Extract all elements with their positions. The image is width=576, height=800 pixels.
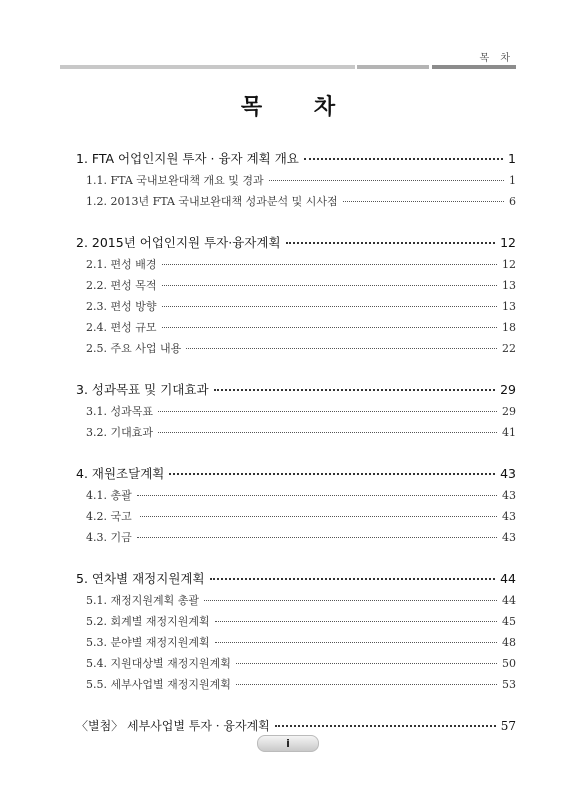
running-header: 목 차 <box>479 53 514 64</box>
toc-entry-label: 3. 성과목표 및 기대효과 <box>76 382 209 397</box>
toc-entry-page: 13 <box>502 279 516 292</box>
toc-entry-label: 1.2. 2013년 FTA 국내보완대책 성과분석 및 시사점 <box>86 195 338 208</box>
page-title: 목 차 <box>240 95 358 120</box>
dot-leader <box>286 242 496 244</box>
dot-leader <box>137 537 497 538</box>
toc-entry-label: 3.1. 성과목표 <box>86 405 153 418</box>
toc-subsection-entry[interactable] <box>76 317 516 338</box>
dot-leader <box>169 473 495 475</box>
toc-appendix-entry[interactable] <box>76 715 516 737</box>
toc-entry-label: 2.4. 편성 규모 <box>86 321 157 334</box>
toc-entry-page: 1 <box>508 151 516 166</box>
toc-entry-page: 43 <box>502 489 516 502</box>
toc-entry-label: 2.1. 편성 배경 <box>86 258 157 271</box>
toc-subsection-entry[interactable] <box>76 653 516 674</box>
toc-entry-page: 48 <box>502 636 516 649</box>
toc-entry-page: 44 <box>500 571 516 586</box>
header-rule-dark <box>432 65 516 69</box>
toc-subsection-entry[interactable] <box>76 485 516 506</box>
toc-section <box>76 148 516 212</box>
toc-entry-page: 18 <box>502 321 516 334</box>
toc-entry-label: 5.3. 분야별 재정지원계획 <box>86 636 210 649</box>
dot-leader <box>140 516 497 517</box>
header-rule-mid <box>357 65 429 69</box>
toc-entry-page: 29 <box>500 382 516 397</box>
toc-entry-page: 50 <box>502 657 516 670</box>
toc-section <box>76 568 516 695</box>
toc-entry-label: 1.1. FTA 국내보완대책 개요 및 경과 <box>86 174 264 187</box>
toc-subsection-entry[interactable] <box>76 590 516 611</box>
toc-chapter-entry[interactable] <box>76 232 516 254</box>
dot-leader <box>162 285 498 286</box>
toc-entry-page: 29 <box>502 405 516 418</box>
table-of-contents <box>76 148 516 737</box>
dot-leader <box>215 642 497 643</box>
dot-leader <box>236 663 497 664</box>
dot-leader <box>158 432 497 433</box>
toc-chapter-entry[interactable] <box>76 379 516 401</box>
toc-subsection-entry[interactable] <box>76 422 516 443</box>
toc-chapter-entry[interactable] <box>76 568 516 590</box>
toc-subsection-entry[interactable] <box>76 632 516 653</box>
toc-entry-label: 5. 연차별 재정지원계획 <box>76 571 205 586</box>
toc-entry-page: 44 <box>502 594 516 607</box>
dot-leader <box>275 725 496 727</box>
toc-entry-label: 2. 2015년 어업인지원 투자·융자계획 <box>76 235 281 250</box>
toc-entry-page: 6 <box>509 195 516 208</box>
dot-leader <box>343 201 504 202</box>
toc-entry-label: 2.2. 편성 목적 <box>86 279 157 292</box>
dot-leader <box>162 306 498 307</box>
dot-leader <box>158 411 497 412</box>
dot-leader <box>186 348 497 349</box>
dot-leader <box>214 389 496 391</box>
toc-entry-page: 12 <box>502 258 516 271</box>
toc-entry-label: 4.3. 기금 <box>86 531 132 544</box>
toc-entry-label: 5.2. 회계별 재정지원계획 <box>86 615 210 628</box>
toc-subsection-entry[interactable] <box>76 254 516 275</box>
dot-leader <box>304 158 503 160</box>
toc-entry-label: 5.4. 지원대상별 재정지원계획 <box>86 657 231 670</box>
toc-entry-page: 12 <box>500 235 516 250</box>
page-number-badge: i <box>257 735 319 752</box>
toc-subsection-entry[interactable] <box>76 506 516 527</box>
dot-leader <box>162 327 498 328</box>
toc-entry-label: 5.1. 재정지원계획 총괄 <box>86 594 199 607</box>
toc-entry-page: 57 <box>500 719 516 733</box>
toc-entry-label: 2.5. 주요 사업 내용 <box>86 342 182 355</box>
toc-section <box>76 232 516 359</box>
toc-entry-page: 22 <box>502 342 516 355</box>
toc-subsection-entry[interactable] <box>76 191 516 212</box>
toc-subsection-entry[interactable] <box>76 527 516 548</box>
toc-entry-page: 43 <box>500 466 516 481</box>
toc-entry-page: 41 <box>502 426 516 439</box>
toc-entry-page: 53 <box>502 678 516 691</box>
dot-leader <box>236 684 497 685</box>
toc-entry-label: 〈별첨〉 세부사업별 투자 · 융자계획 <box>76 719 270 733</box>
toc-section <box>76 379 516 443</box>
toc-entry-page: 45 <box>502 615 516 628</box>
toc-entry-page: 13 <box>502 300 516 313</box>
toc-subsection-entry[interactable] <box>76 275 516 296</box>
dot-leader <box>210 578 496 580</box>
toc-entry-label: 4. 재원조달계획 <box>76 466 165 481</box>
toc-entry-label: 4.1. 총괄 <box>86 489 132 502</box>
toc-section <box>76 463 516 548</box>
toc-chapter-entry[interactable] <box>76 463 516 485</box>
toc-subsection-entry[interactable] <box>76 338 516 359</box>
dot-leader <box>269 180 504 181</box>
header-rule-light <box>60 65 355 69</box>
toc-entry-label: 1. FTA 어업인지원 투자 · 융자 계획 개요 <box>76 151 299 166</box>
toc-entry-label: 2.3. 편성 방향 <box>86 300 157 313</box>
dot-leader <box>215 621 497 622</box>
toc-entry-page: 43 <box>502 531 516 544</box>
toc-entry-page: 43 <box>502 510 516 523</box>
toc-entry-label: 5.5. 세부사업별 재정지원계획 <box>86 678 231 691</box>
dot-leader <box>204 600 497 601</box>
toc-subsection-entry[interactable] <box>76 611 516 632</box>
toc-entry-page: 1 <box>509 174 516 187</box>
toc-subsection-entry[interactable] <box>76 170 516 191</box>
toc-entry-label: 3.2. 기대효과 <box>86 426 153 439</box>
toc-subsection-entry[interactable] <box>76 674 516 695</box>
toc-entry-label: 4.2. 국고 <box>86 510 136 523</box>
toc-subsection-entry[interactable] <box>76 401 516 422</box>
dot-leader <box>162 264 498 265</box>
dot-leader <box>137 495 497 496</box>
toc-chapter-entry[interactable] <box>76 148 516 170</box>
toc-subsection-entry[interactable] <box>76 296 516 317</box>
